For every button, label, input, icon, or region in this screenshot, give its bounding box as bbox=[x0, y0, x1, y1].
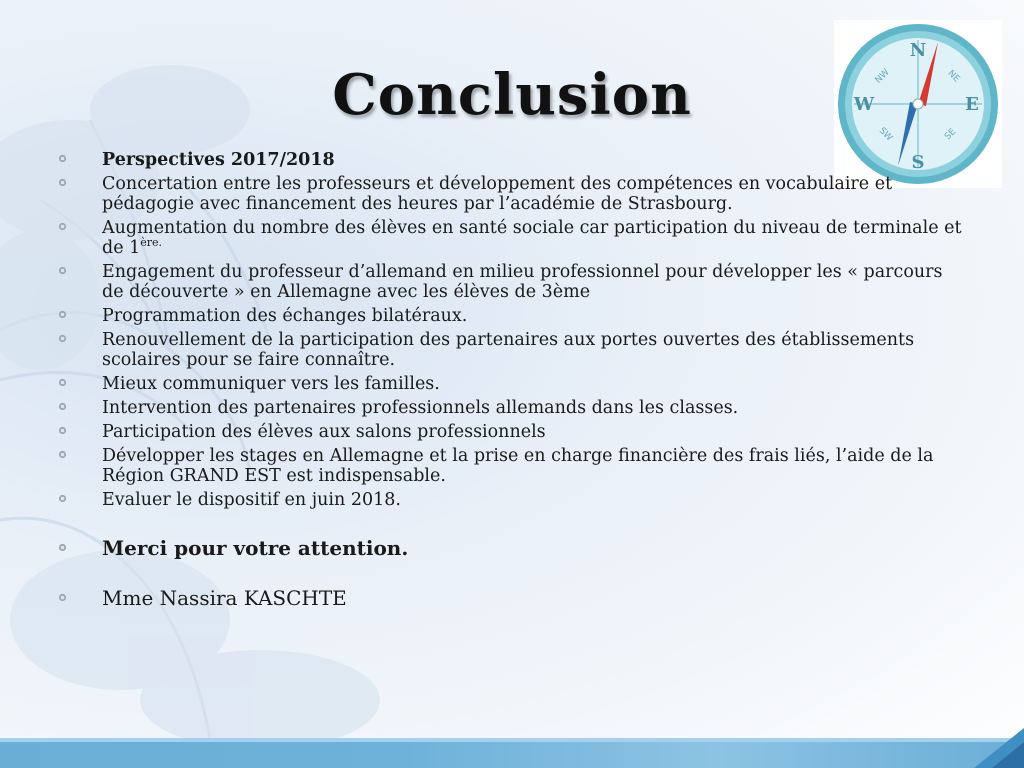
list-item bbox=[58, 262, 968, 302]
bullet-text: Programmation des échanges bilatéraux. bbox=[102, 306, 468, 326]
compass-label-ne: NE bbox=[945, 68, 962, 85]
bullet-icon bbox=[58, 178, 67, 187]
list-item bbox=[58, 174, 968, 214]
compass-label-n: N bbox=[909, 40, 927, 61]
bullet-text: Concertation entre les professeurs et développement des compétences en vocabulaire et pédagogie avec financement des heures par l’académie de Strasbourg. bbox=[102, 174, 893, 214]
compass-label-nw: NW bbox=[873, 67, 892, 86]
bullet-list bbox=[58, 150, 968, 614]
corner-decoration bbox=[964, 728, 1024, 768]
bullet-icon bbox=[58, 334, 67, 343]
bullet-text: Perspectives 2017/2018 bbox=[102, 150, 335, 170]
closing-item bbox=[58, 536, 968, 560]
list-item bbox=[58, 330, 968, 370]
bullet-text: Renouvellement de la participation des partenaires aux portes ouvertes des établissements scolaires pour se faire connaître. bbox=[102, 330, 915, 370]
bullet-icon bbox=[58, 222, 67, 231]
compass-label-se: SE bbox=[943, 127, 959, 143]
list-item bbox=[58, 398, 968, 418]
bullet-text: Intervention des partenaires professionnels allemands dans les classes. bbox=[102, 398, 739, 418]
closing-text: Merci pour votre attention. bbox=[102, 536, 409, 560]
bullet-icon bbox=[58, 378, 67, 387]
list-item bbox=[58, 218, 968, 258]
bullet-icon bbox=[58, 494, 67, 503]
bullet-icon bbox=[58, 426, 67, 435]
bullet-icon bbox=[58, 154, 67, 163]
compass-label-e: E bbox=[965, 94, 979, 115]
list-item bbox=[58, 422, 968, 442]
bullet-text: Développer les stages en Allemagne et la prise en charge financière des frais liés, l’aide de la Région GRAND EST est indispensable. bbox=[102, 446, 934, 486]
list-item bbox=[58, 150, 968, 170]
compass-label-s: S bbox=[911, 152, 925, 173]
compass-label-sw: SW bbox=[876, 125, 895, 144]
author-item bbox=[58, 586, 968, 610]
bullet-text: Mieux communiquer vers les familles. bbox=[102, 374, 440, 394]
bullet-icon bbox=[58, 402, 67, 411]
list-item bbox=[58, 490, 968, 510]
superscript: ère. bbox=[140, 236, 163, 250]
bullet-icon bbox=[58, 310, 67, 319]
bullet-text: Engagement du professeur d’allemand en milieu professionnel pour développer les « parcours de découverte » en Allemagne avec les élèves de 3ème bbox=[102, 262, 943, 302]
footer-band bbox=[0, 738, 1024, 768]
bullet-icon bbox=[58, 593, 67, 602]
bullet-text: Participation des élèves aux salons professionnels bbox=[102, 422, 546, 442]
bullet-icon bbox=[58, 450, 67, 459]
compass-label-w: W bbox=[853, 94, 875, 115]
author-name: Mme Nassira KASCHTE bbox=[102, 586, 347, 610]
list-item bbox=[58, 306, 968, 326]
slide-title: Conclusion bbox=[332, 62, 692, 128]
bullet-icon bbox=[58, 543, 67, 552]
bullet-text: Augmentation du nombre des élèves en santé sociale car participation du niveau de terminale et de 1 bbox=[102, 218, 962, 258]
bullet-text: Evaluer le dispositif en juin 2018. bbox=[102, 490, 401, 510]
list-item bbox=[58, 374, 968, 394]
footer-stripe bbox=[0, 738, 1024, 742]
list-item bbox=[58, 446, 968, 486]
bullet-icon bbox=[58, 266, 67, 275]
